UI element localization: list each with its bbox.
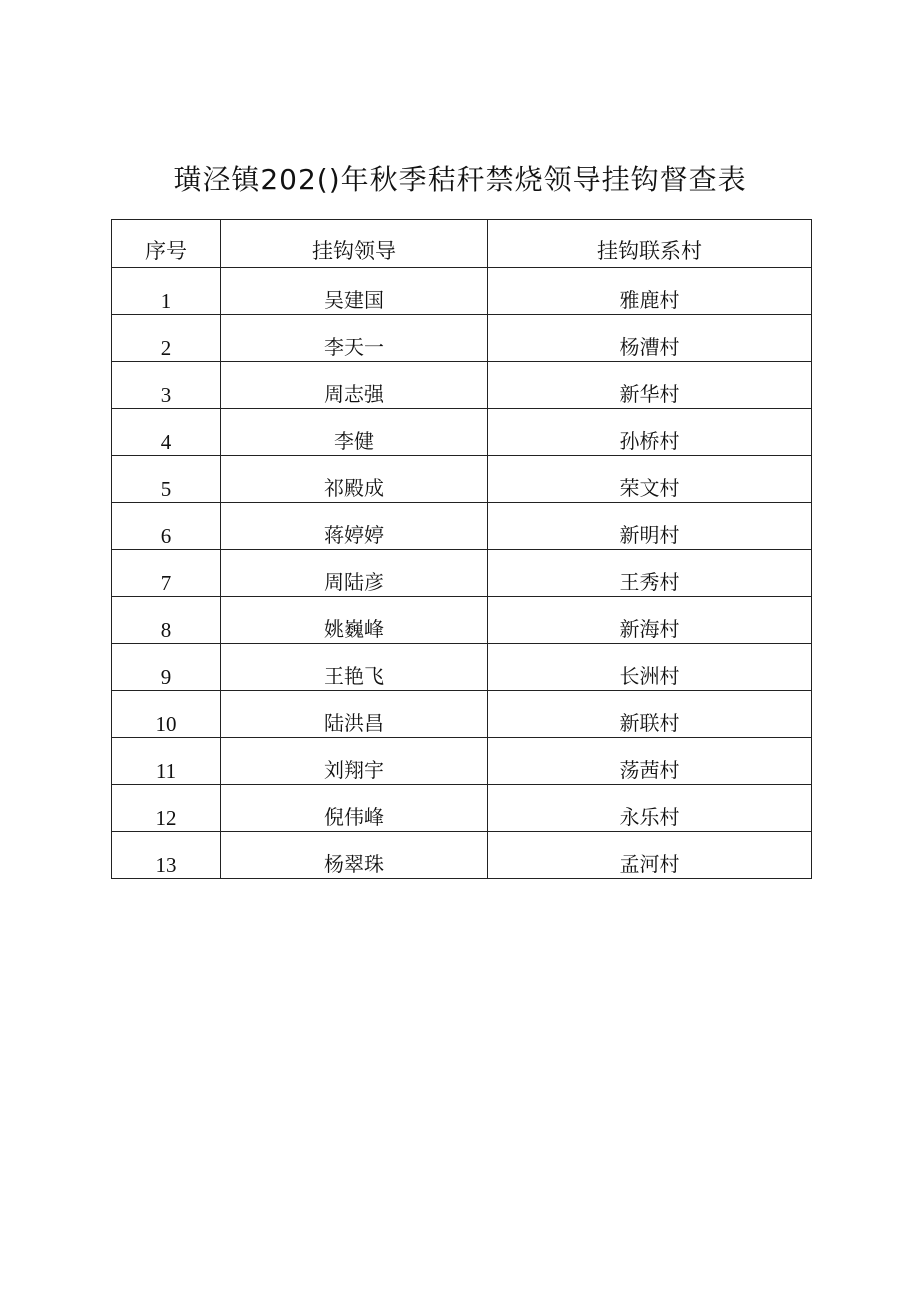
leader-name: 王艳飞 xyxy=(221,644,488,691)
village-name: 王秀村 xyxy=(488,550,812,597)
table-row xyxy=(112,456,812,503)
table-row xyxy=(112,268,812,315)
table-row xyxy=(112,832,812,879)
table-row xyxy=(112,691,812,738)
leader-name: 祁殿成 xyxy=(221,456,488,503)
page-title: 璜泾镇202()年秋季秸秆禁烧领导挂钩督查表 xyxy=(173,163,747,196)
row-number: 5 xyxy=(112,456,221,503)
table-row xyxy=(112,644,812,691)
village-name: 新明村 xyxy=(488,503,812,550)
row-number: 3 xyxy=(112,362,221,409)
village-name: 新联村 xyxy=(488,691,812,738)
column-header-number: 序号 xyxy=(112,220,221,268)
leader-name: 周陆彦 xyxy=(221,550,488,597)
village-name: 新华村 xyxy=(488,362,812,409)
leader-name: 杨翠珠 xyxy=(221,832,488,879)
table-row xyxy=(112,315,812,362)
village-name: 新海村 xyxy=(488,597,812,644)
row-number: 13 xyxy=(112,832,221,879)
row-number: 9 xyxy=(112,644,221,691)
column-header-leader: 挂钩领导 xyxy=(221,220,488,268)
table-header-row xyxy=(112,220,812,268)
village-name: 孟河村 xyxy=(488,832,812,879)
table-row xyxy=(112,503,812,550)
leader-name: 刘翔宇 xyxy=(221,738,488,785)
column-header-village: 挂钩联系村 xyxy=(488,220,812,268)
leader-name: 李健 xyxy=(221,409,488,456)
row-number: 1 xyxy=(112,268,221,315)
leader-name: 姚巍峰 xyxy=(221,597,488,644)
table-row xyxy=(112,362,812,409)
leader-name: 吴建国 xyxy=(221,268,488,315)
leader-name: 蒋婷婷 xyxy=(221,503,488,550)
supervision-table xyxy=(111,219,812,879)
row-number: 8 xyxy=(112,597,221,644)
table-row xyxy=(112,785,812,832)
village-name: 荣文村 xyxy=(488,456,812,503)
leader-name: 李天一 xyxy=(221,315,488,362)
table-row xyxy=(112,550,812,597)
row-number: 4 xyxy=(112,409,221,456)
table-row xyxy=(112,738,812,785)
row-number: 6 xyxy=(112,503,221,550)
leader-name: 陆洪昌 xyxy=(221,691,488,738)
village-name: 雅鹿村 xyxy=(488,268,812,315)
village-name: 长洲村 xyxy=(488,644,812,691)
village-name: 杨漕村 xyxy=(488,315,812,362)
leader-name: 倪伟峰 xyxy=(221,785,488,832)
row-number: 12 xyxy=(112,785,221,832)
village-name: 永乐村 xyxy=(488,785,812,832)
leader-name: 周志强 xyxy=(221,362,488,409)
row-number: 2 xyxy=(112,315,221,362)
row-number: 7 xyxy=(112,550,221,597)
row-number: 11 xyxy=(112,738,221,785)
table-row xyxy=(112,597,812,644)
row-number: 10 xyxy=(112,691,221,738)
table-row xyxy=(112,409,812,456)
village-name: 孙桥村 xyxy=(488,409,812,456)
village-name: 荡茜村 xyxy=(488,738,812,785)
